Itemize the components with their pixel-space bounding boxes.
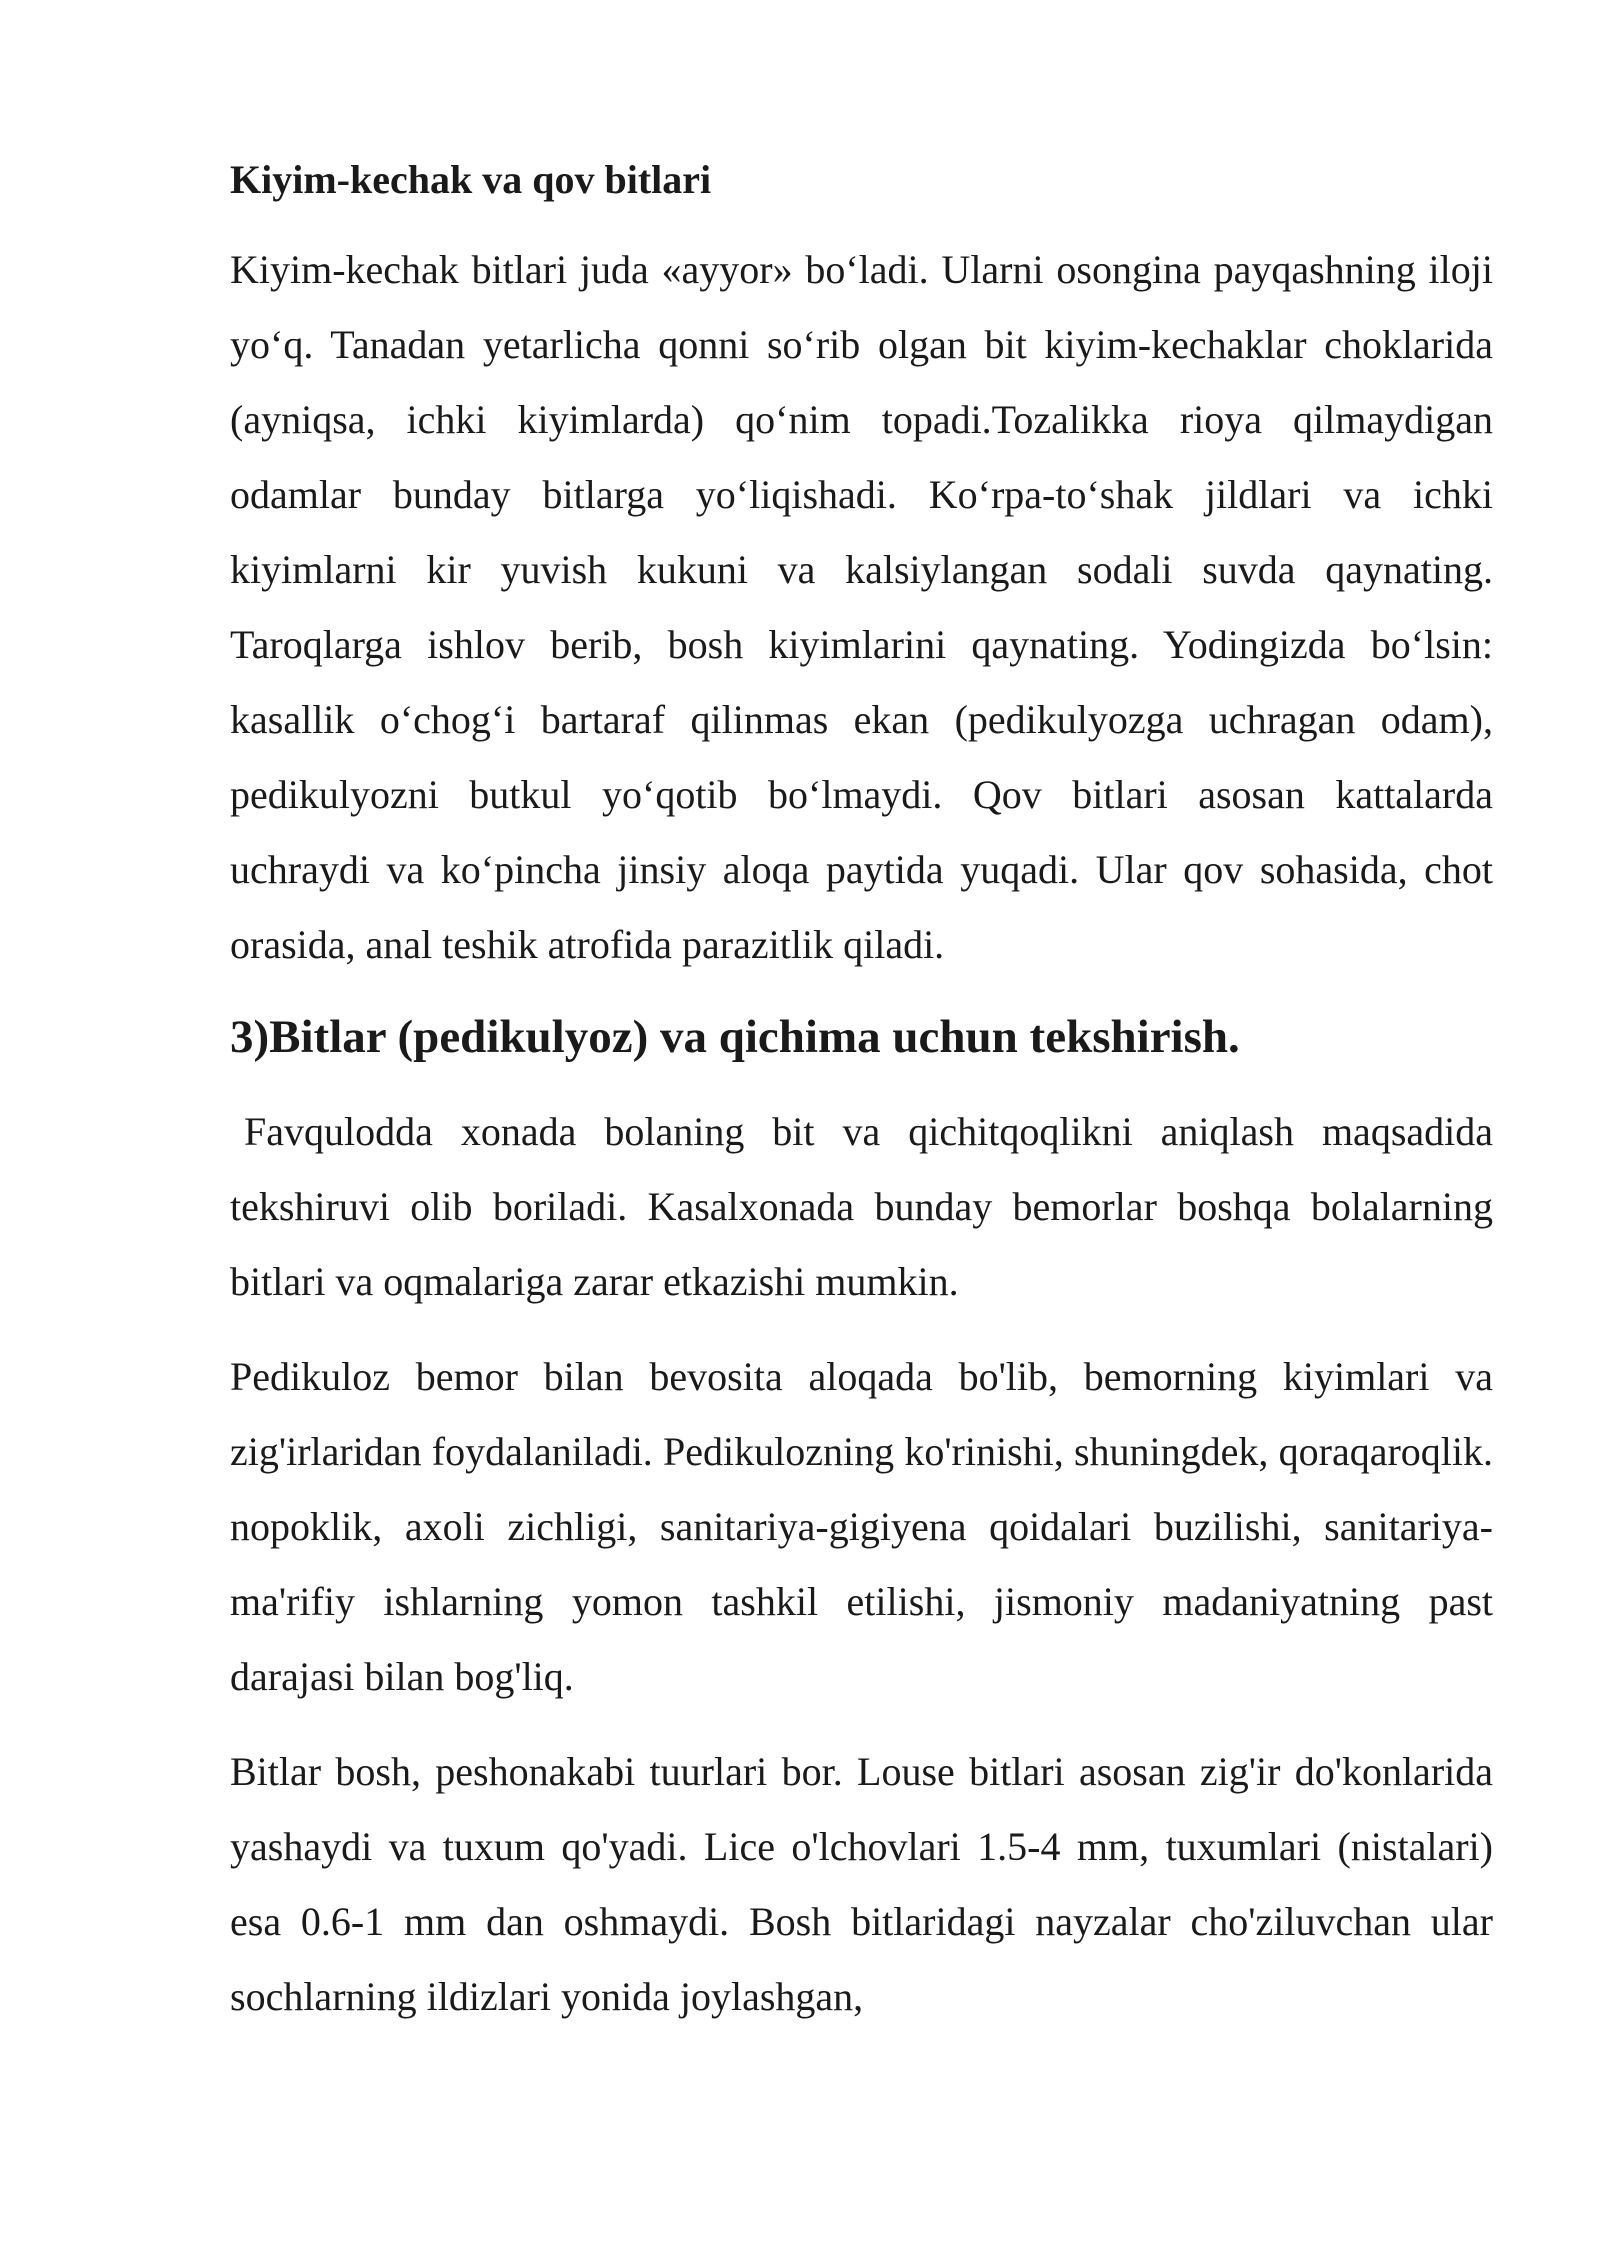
- paragraph-emergency-examination: Favqulodda xonada bolaning bit va qichitqoqlikni aniqlash maqsadida tekshiruvi olib boriladi. Kasalxonada bunday bemorlar boshqa bolalarning bitlari va oqmalariga zarar etkazishi mumkin.: [230, 1109, 1493, 1304]
- paragraph-clothing-lice: Kiyim-kechak bitlari juda «ayyor» bo‘ladi. Ularni osongina payqashning iloji yo‘q. Tanadan yetarlicha qonni so‘rib olgan bit kiyim-kechaklar choklarida (ayniqsa, ichki kiyimlarda) qo‘nim topadi.Tozalikka rioya qilmaydigan odamlar bunday bitlarga yo‘liqishadi. Ko‘rpa-to‘shak jildlari va ichki kiyimlarni kir yuvish kukuni va kalsiylangan sodali suvda qaynating. Taroqlarga ishlov berib, bosh kiyimlarini qaynating. Yodingizda bo‘lsin: kasallik o‘chog‘i bartaraf qilinmas ekan (pedikulyozga uchragan odam), pedikulyozni butkul yo‘qotib bo‘lmaydi. Qov bitlari asosan kattalarda uchraydi va ko‘pincha jinsiy aloqa paytida yuqadi. Ular qov sohasida, chot orasida, anal teshik atrofida parazitlik qiladi.: [230, 247, 1493, 967]
- document-body: [230, 150, 1493, 2034]
- paragraph-pediculosis-causes: Pedikuloz bemor bilan bevosita aloqada bo'lib, bemorning kiyimlari va zig'irlaridan foydalaniladi. Pedikulozning ko'rinishi, shuningdek, qoraqaroqlik. nopoklik, axoli zichligi, sanitariya-gigiyena qoidalari buzilishi, sanitariya-ma'rifiy ishlarning yomon tashkil etilishi, jismoniy madaniyatning past darajasi bilan bog'liq.: [230, 1354, 1493, 1699]
- section-heading-clothing-pubic-lice: Kiyim-kechak va qov bitlari: [230, 157, 712, 202]
- section-heading-examination: 3)Bitlar (pedikulyoz) va qichima uchun tekshirish.: [230, 1011, 1240, 1063]
- paragraph-lice-description: Bitlar bosh, peshonakabi tuurlari bor. Louse bitlari asosan zig'ir do'konlarida yashaydi va tuxum qo'yadi. Lice o'lchovlari 1.5-4 mm, tuxumlari (nistalari) esa 0.6-1 mm dan oshmaydi. Bosh bitlaridagi nayzalar cho'ziluvchan ular sochlarning ildizlari yonida joylashgan,: [230, 1749, 1493, 2019]
